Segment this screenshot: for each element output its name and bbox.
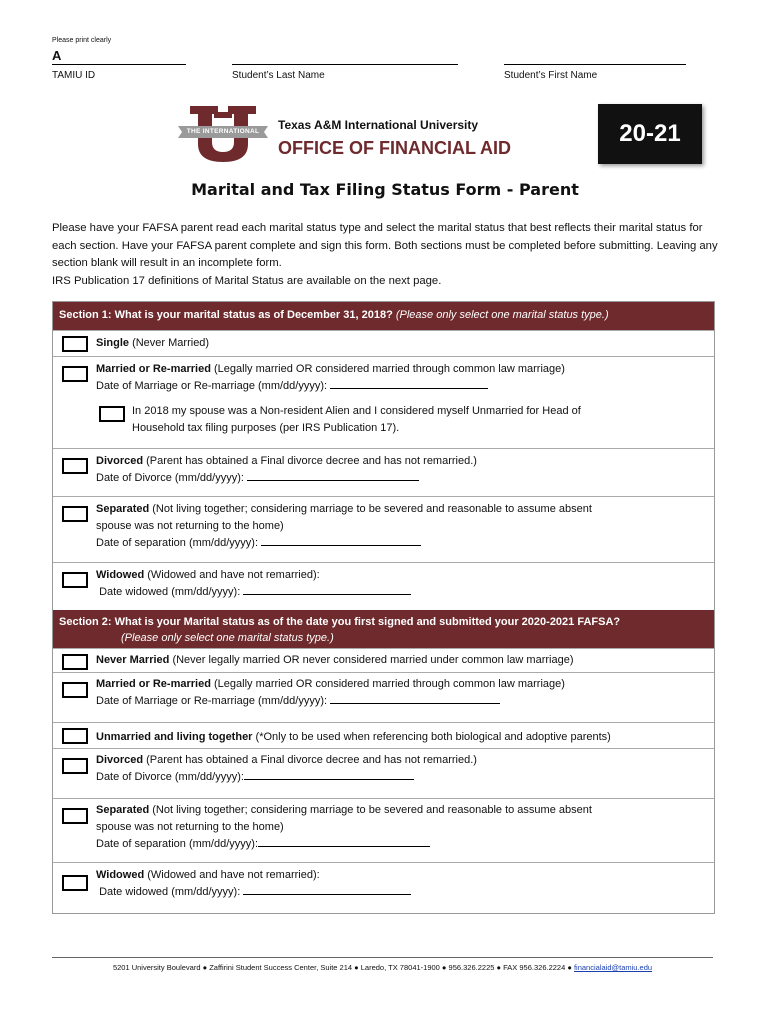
footer-address: 5201 University Boulevard ● Zaffirini Student Success Center, Suite 214 ● Laredo, TX 78041-1900 ● 956.326.2225 ● FAX 956.326.2224 ● (112, 963, 572, 972)
footer-email-link[interactable]: financialaid@tamiu.edu (573, 963, 653, 972)
intro-paragraph: Please have your FAFSA parent read each marital status type and select the marital status that best reflects their marital status for each section. Have your FAFSA parent complete and sign this form. Both sections must be completed before submitting. Leaving any section blank will result in an incomplete form. (52, 222, 718, 269)
s1-nra-text: In 2018 my spouse was a Non-resident Alien and I considered myself Unmarried for Head of Household tax filing purposes (per IRS Publication 17). (132, 405, 581, 434)
section2-header (53, 610, 714, 648)
section1-header (53, 302, 714, 330)
university-logo (178, 104, 268, 162)
s2-never-text: Never Married (Never legally married OR never considered married under common law marriage) (96, 654, 574, 666)
s1-divorced-date-field[interactable] (247, 470, 419, 481)
last-name-field[interactable] (232, 64, 458, 65)
s2-never-checkbox[interactable] (62, 654, 88, 670)
intro-text (52, 220, 720, 290)
s1-widowed-text: Widowed (Widowed and have not remarried): Date widowed (mm/dd/yyyy): (96, 567, 411, 601)
s1-widowed-checkbox[interactable] (62, 572, 88, 588)
s2-widowed-row (53, 862, 714, 914)
first-name-field[interactable] (504, 64, 686, 65)
logo-banner: THE INTERNATIONAL (186, 128, 260, 135)
s2-separated-checkbox[interactable] (62, 808, 88, 824)
s1-married-row (53, 356, 714, 453)
irs-note: IRS Publication 17 definitions of Marital Status are available on the next page. (52, 274, 442, 287)
s1-divorced-checkbox[interactable] (62, 458, 88, 474)
s1-divorced-text: Divorced (Parent has obtained a Final divorce decree and has not remarried.) Date of Divorce (mm/dd/yyyy): (96, 455, 477, 484)
footer (52, 957, 713, 972)
form-title: Marital and Tax Filing Status Form - Parent (191, 180, 579, 199)
s2-divorced-date-field[interactable] (244, 769, 414, 780)
s1-separated-row (53, 496, 714, 563)
s1-widowed-row (53, 562, 714, 611)
s1-separated-text: Separated (Not living together; considering marriage to be severed and reasonable to assume absent spouse was not returning to the home) Date of separation (mm/dd/yyyy): (96, 503, 592, 549)
s1-separated-date-field[interactable] (261, 535, 421, 546)
s2-separated-date-field[interactable] (258, 836, 430, 847)
section1-note: (Please only select one marital status type.) (395, 309, 609, 321)
s2-widowed-text: Widowed (Widowed and have not remarried): Date widowed (mm/dd/yyyy): (96, 867, 411, 901)
section1-heading: Section 1: What is your marital status as of December 31, 2018? (59, 309, 393, 321)
id-prefix: A (52, 48, 62, 63)
s2-married-date-field[interactable] (330, 693, 500, 704)
s1-single-text: Single (Never Married) (96, 337, 210, 349)
s2-married-row (53, 672, 714, 723)
s1-married-checkbox[interactable] (62, 366, 88, 382)
university-name: Texas A&M International University (278, 118, 479, 132)
s2-never-row (53, 648, 714, 673)
s1-nra-checkbox[interactable] (99, 406, 125, 422)
office-name: OFFICE OF FINANCIAL AID (278, 138, 511, 158)
tamiu-id-field[interactable] (52, 64, 186, 65)
s2-separated-row (53, 798, 714, 863)
s1-divorced-row (53, 448, 714, 497)
s2-widowed-date-field[interactable] (243, 884, 411, 895)
print-note: Please print clearly (52, 37, 112, 44)
s1-married-date-field[interactable] (330, 378, 488, 389)
s1-single-checkbox[interactable] (62, 336, 88, 352)
s2-unmarried-text: Unmarried and living together (*Only to be used when referencing both biological and adoptive parents) (96, 731, 611, 743)
status-form (52, 301, 715, 914)
tamiu-id-label: TAMIU ID (52, 70, 96, 81)
s2-widowed-checkbox[interactable] (62, 875, 88, 891)
section2-heading: Section 2: What is your Marital status as of the date you first signed and submitted your 2020-2021 FAFSA? (59, 616, 621, 628)
s2-divorced-text: Divorced (Parent has obtained a Final divorce decree and has not remarried.) Date of Divorce (mm/dd/yyyy): (96, 754, 477, 783)
s1-separated-checkbox[interactable] (62, 506, 88, 522)
s2-unmarried-checkbox[interactable] (62, 728, 88, 744)
s1-widowed-date-field[interactable] (243, 584, 411, 595)
s1-single-row (53, 330, 714, 357)
s2-separated-text: Separated (Not living together; considering marriage to be severed and reasonable to assume absent spouse was not returning to the home) Date of separation (mm/dd/yyyy): (96, 804, 592, 850)
s2-married-checkbox[interactable] (62, 682, 88, 698)
s2-divorced-checkbox[interactable] (62, 758, 88, 774)
s2-married-text: Married or Re-married (Legally married OR considered married through common law marriage) Date of Marriage or Re-marriage (mm/dd/yyyy): (96, 678, 565, 707)
s2-divorced-row (53, 748, 714, 799)
first-name-label: Student’s First Name (504, 70, 598, 81)
section2-note: (Please only select one marital status type.) (121, 632, 334, 644)
year-badge: 20-21 (598, 104, 702, 164)
s2-unmarried-row (53, 722, 714, 749)
s1-married-text: Married or Re-married (Legally married OR considered married through common law marriage) Date of Marriage or Re-marriage (mm/dd/yyyy): (96, 363, 565, 392)
last-name-label: Student’s Last Name (232, 70, 325, 81)
